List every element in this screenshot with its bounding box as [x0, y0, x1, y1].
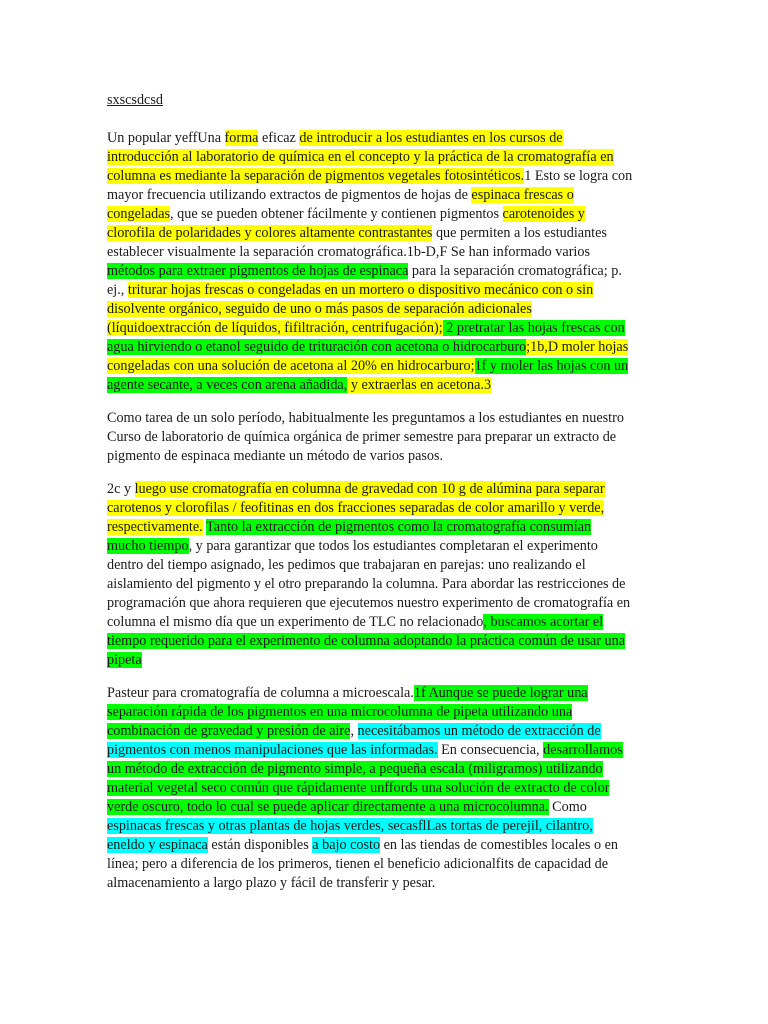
- paragraph-1: [107, 129, 633, 395]
- text-run: Pasteur para cromatografía de columna a microescala.: [107, 685, 414, 701]
- highlighted-text-green: 2 pretratar las hojas frescas con agua hirviendo o etanol seguido de trituración con acetona o hidrocarburo: [107, 320, 625, 355]
- text-run: 2c y: [107, 481, 135, 497]
- highlighted-text-yellow: y extraerlas en acetona.3: [347, 377, 492, 393]
- highlighted-text-green: Tanto la extracción de pigmentos como la cromatografía consumían mucho tiempo: [107, 519, 592, 554]
- highlighted-text-cyan: necesitábamos un método de extracción de pigmentos con menos manipulaciones que las informadas.: [107, 723, 601, 758]
- text-run: en las tiendas de comestibles locales o en línea; pero a diferencia de los primeros, tienen el beneficio adicionalfits de capacidad de almacenamiento a largo plazo y fácil de transferir y pesar.: [107, 837, 619, 891]
- highlighted-text-yellow: triturar hojas frescas o congeladas en un mortero o dispositivo mecánico con o sin disolvente orgánico, seguido de uno o más pasos de separación adicionales (líquidoextracción de líquidos, fifiltración, centrifugación);: [107, 282, 594, 336]
- highlighted-text-cyan: a bajo costo: [312, 837, 381, 853]
- paragraph-2: [107, 409, 633, 466]
- text-run: , que se pueden obtener fácilmente y contienen pigmentos: [170, 206, 503, 222]
- text-run: Un popular yeffUna: [107, 130, 225, 146]
- highlighted-text-cyan: espinacas frescas y otras plantas de hojas verdes, secasflLas tortas de perejil, cilantro, eneldo y espinaca: [107, 818, 593, 853]
- highlighted-text-yellow: espinaca frescas o congeladas: [107, 187, 574, 222]
- text-run: ,: [350, 723, 358, 739]
- highlighted-text-yellow: forma: [224, 130, 259, 146]
- text-run: Como: [548, 799, 587, 815]
- highlighted-text-green: desarrollamos un método de extracción de pigmento simple, a pequeña escala (miligramos) utilizando material vegetal seco común que rápidamente unffords una solución de extracto de color verde oscuro, todo lo cual se puede aplicar directamente a una microcolumna.: [107, 742, 623, 815]
- paragraphs-container: [107, 129, 633, 893]
- highlighted-text-green: 1f Aunque se puede lograr una separación rápida de los pigmentos en una microcolumna de pipeta utilizando una combinación de gravedad y presión de aire: [107, 685, 588, 739]
- text-run: están disponibles: [207, 837, 313, 853]
- highlighted-text-yellow: de introducir a los estudiantes en los cursos de introducción al laboratorio de química en el concepto y la práctica de la cromatografía en columna es mediante la separación de pigmentos vegetales fotosintéticos.: [107, 130, 614, 184]
- highlighted-text-yellow: luego use cromatografía en columna de gravedad con 10 g de alúmina para separar carotenos y clorofilas / feofitinas en dos fracciones separadas de color amarillo y verde, respectivamente.: [107, 481, 605, 535]
- highlighted-text-green: 1f y moler las hojas con un agente secante, a veces con arena añadida,: [107, 358, 629, 393]
- text-run: para la separación cromatográfica; p. ej.,: [107, 263, 622, 298]
- paragraph-3: [107, 480, 633, 670]
- text-run: En consecuencia,: [437, 742, 544, 758]
- text-run: Como tarea de un solo período, habitualmente les preguntamos a los estudiantes en nuestro Curso de laboratorio de química orgánica de primer semestre para preparar un extracto de pigmento de espinaca mediante un método de varios pasos.: [107, 410, 624, 464]
- text-run: , y para garantizar que todos los estudiantes completaran el experimento dentro del tiempo asignado, les pedimos que trabajaran en parejas: uno realizando el aislamiento del pigmento y el otro preparando la columna. Para abordar las restricciones de programación que ahora requieren que ejecutemos nuestro experimento de cromatografía en columna el mismo día que un experimento de TLC no relacionado: [107, 538, 631, 630]
- document-title: sxscsdcsd: [107, 92, 163, 108]
- highlighted-text-green: , buscamos acortar el tiempo requerido para el experimento de columna adoptando la práctica común de usar una pipeta: [107, 614, 626, 668]
- paragraph-4: [107, 684, 633, 893]
- highlighted-text-green: métodos para extraer pigmentos de hojas de espinaca: [107, 263, 409, 279]
- highlighted-text-yellow: ;1b,D moler hojas congeladas con una solución de acetona al 20% en hidrocarburo;: [107, 339, 629, 374]
- text-run: 1 Esto se logra con mayor frecuencia utilizando extractos de pigmentos de hojas de: [107, 168, 633, 203]
- document-body: [107, 91, 633, 907]
- text-run: eficaz: [258, 130, 300, 146]
- highlighted-text-yellow: carotenoides y clorofila de polaridades y colores altamente contrastantes: [107, 206, 585, 241]
- text-run: que permiten a los estudiantes establecer visualmente la separación cromatográfica.1b-D,F Se han informado varios: [107, 225, 607, 260]
